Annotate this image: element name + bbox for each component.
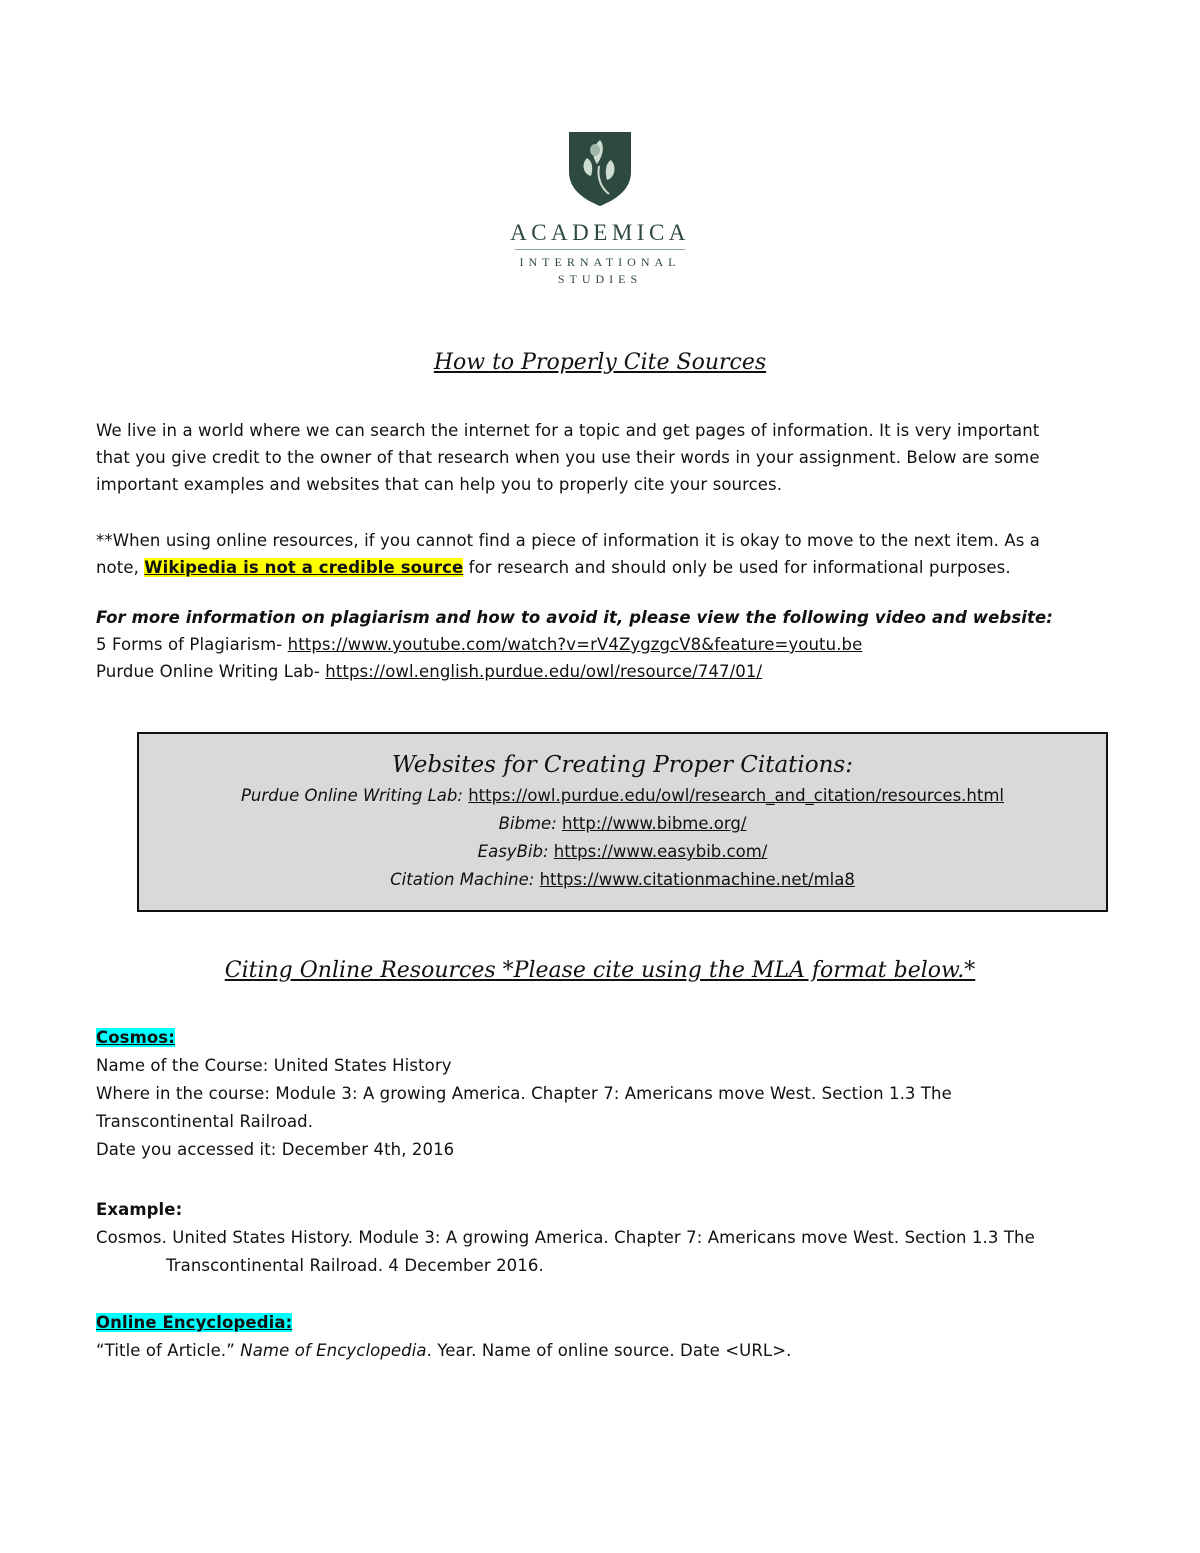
citation-websites-box	[137, 732, 1108, 912]
logo-name: ACADEMICA	[510, 220, 690, 245]
plagiarism-heading: For more information on plagiarism and how to avoid it, please view the following video and website:	[96, 608, 1054, 627]
encyclopedia-section	[96, 1309, 791, 1365]
intro-line: important examples and websites that can help you to properly cite your sources.	[96, 475, 783, 494]
note-line	[96, 554, 1040, 581]
citation-site-row	[139, 782, 1106, 810]
note-prefix: note,	[96, 558, 145, 577]
example-citation-line: Cosmos. United States History. Module 3: A growing America. Chapter 7: Americans move West. Section 1.3 The	[96, 1228, 1035, 1247]
video-label: 5 Forms of Plagiarism-	[96, 635, 288, 654]
note-suffix: for research and should only be used for informational purposes.	[463, 558, 1011, 577]
wikipedia-warning-highlight: Wikipedia is not a credible source	[144, 558, 464, 577]
cosmos-date: Date you accessed it: December 4th, 2016	[96, 1140, 455, 1159]
citation-site-label: Bibme:	[498, 814, 562, 833]
example-citation-line: Transcontinental Railroad. 4 December 2016.	[166, 1256, 544, 1275]
intro-line: that you give credit to the owner of that research when you use their words in your assignment. Below are some	[96, 448, 1040, 467]
citation-site-label: Citation Machine:	[390, 870, 540, 889]
owl-label: Purdue Online Writing Lab-	[96, 662, 326, 681]
video-link-line	[96, 631, 1053, 658]
citation-machine-link[interactable]: https://www.citationmachine.net/mla8	[539, 870, 855, 889]
citation-websites-title: Websites for Creating Proper Citations:	[392, 752, 853, 778]
encyclopedia-format-pre: “Title of Article.”	[96, 1341, 241, 1360]
citation-site-row	[139, 838, 1106, 866]
logo-subtitle-2: STUDIES	[557, 272, 643, 286]
youtube-video-link[interactable]: https://www.youtube.com/watch?v=rV4ZygzgcV8&feature=youtu.be	[287, 635, 863, 654]
note-paragraph	[96, 527, 1040, 581]
encyclopedia-heading: Online Encyclopedia:	[96, 1313, 293, 1332]
plagiarism-section	[96, 604, 1053, 685]
encyclopedia-format-italic: Name of Encyclopedia	[240, 1341, 427, 1360]
cosmos-where-line: Transcontinental Railroad.	[96, 1112, 314, 1131]
citation-site-label: EasyBib:	[477, 842, 554, 861]
bibme-link[interactable]: http://www.bibme.org/	[562, 814, 747, 833]
cosmos-section	[96, 1024, 952, 1164]
encyclopedia-format-post: . Year. Name of online source. Date <URL>.	[426, 1341, 792, 1360]
encyclopedia-format	[96, 1337, 791, 1365]
oak-leaf-acorn-shield-icon	[565, 128, 635, 208]
purdue-owl-plagiarism-link[interactable]: https://owl.english.purdue.edu/owl/resource/747/01/	[325, 662, 763, 681]
citation-site-row	[139, 810, 1106, 838]
logo-divider	[515, 249, 685, 250]
example-section	[96, 1196, 1035, 1280]
cosmos-heading: Cosmos:	[96, 1028, 175, 1047]
note-line: **When using online resources, if you cannot find a piece of information it is okay to move to the next item. As a	[96, 531, 1040, 550]
citation-site-label: Purdue Online Writing Lab:	[240, 786, 469, 805]
page-title: How to Properly Cite Sources	[433, 350, 767, 375]
cosmos-where-line: Where in the course: Module 3: A growing America. Chapter 7: Americans move West. Section 1.3 The	[96, 1084, 952, 1103]
easybib-link[interactable]: https://www.easybib.com/	[553, 842, 768, 861]
citing-online-resources-title: Citing Online Resources *Please cite using the MLA format below.*	[224, 958, 976, 983]
intro-line: We live in a world where we can search the internet for a topic and get pages of information. It is very important	[96, 421, 1040, 440]
purdue-owl-citation-link[interactable]: https://owl.purdue.edu/owl/research_and_citation/resources.html	[468, 786, 1004, 805]
owl-link-line	[96, 658, 1053, 685]
citation-site-row	[139, 866, 1106, 894]
logo-subtitle-1: INTERNATIONAL	[519, 255, 681, 269]
cosmos-course: Name of the Course: United States History	[96, 1056, 452, 1075]
intro-paragraph	[96, 417, 1040, 498]
academica-logo	[500, 128, 700, 288]
example-heading: Example:	[96, 1200, 183, 1219]
